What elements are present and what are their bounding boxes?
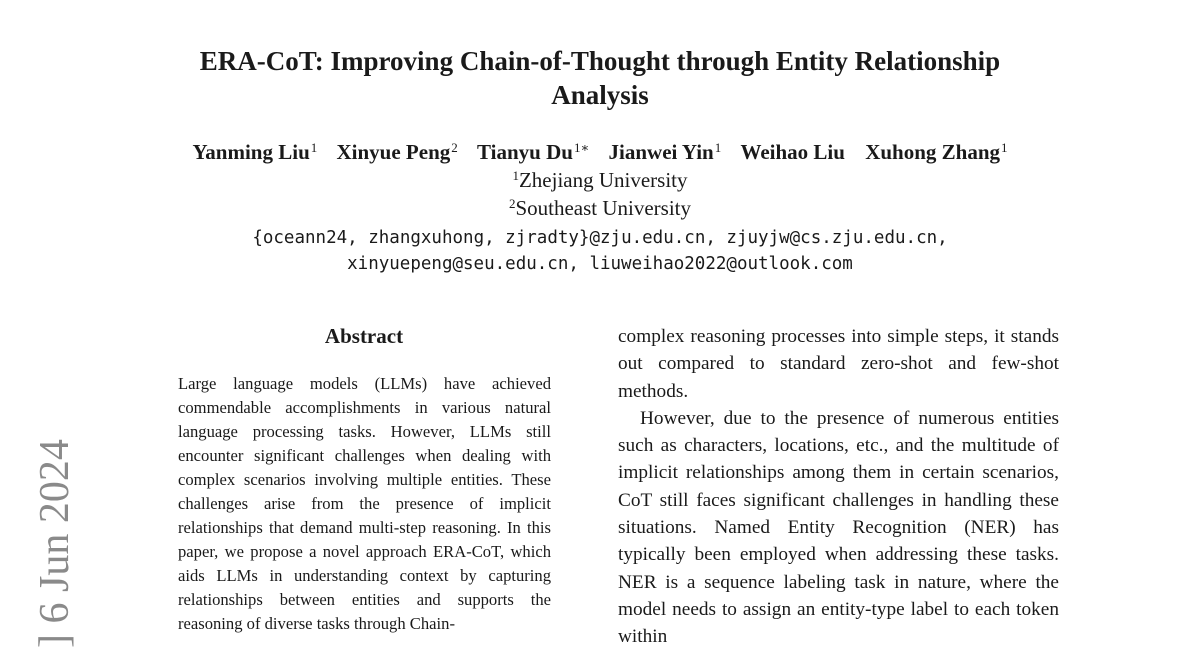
author-name: Weihao Liu [740, 140, 845, 164]
author-name: Tianyu Du [477, 140, 573, 164]
author-name: Xuhong Zhang [865, 140, 1001, 164]
author [741, 140, 846, 164]
author-affiliation-mark: 1 [714, 140, 722, 155]
body-paragraph: However, due to the presence of numerous entities such as characters, locations, etc., and the multitude of implicit relationships among them in certain scenarios, CoT still faces significant challenges in handling these situations. Named Entity Recognition (NER) has typically been employed when addressing these tasks. NER is a sequence labeling task in nature, where the model needs to assign an entity-type label to each token within [618, 407, 1059, 648]
email-line-1: {oceann24, zhangxuhong, zjradty}@zju.edu.cn, zjuyjw@cs.zju.edu.cn, [252, 228, 948, 248]
arxiv-stamp: ] 6 Jun 2024 [32, 439, 78, 648]
affiliation-mark: 2 [508, 196, 516, 211]
abstract-heading: Abstract [324, 324, 404, 348]
author-list [100, 138, 1100, 166]
abstract-text: Large language models (LLMs) have achieved commendable accomplishments in various natural language processing tasks. However, LLMs still encounter significant challenges when dealing with complex scenarios involving multiple entities. These challenges arise from the presence of implicit relationships that demand multi-step reasoning. In this paper, we propose a novel approach ERA-CoT, which aids LLMs in understanding context by capturing relationships between entities and supports the reasoning of diverse tasks through Chain- [178, 374, 551, 633]
title-line-2: Analysis [551, 80, 649, 110]
paper-title [150, 44, 1050, 112]
author-affiliation-mark: 1 [310, 140, 318, 155]
affiliation [100, 166, 1100, 194]
author-affiliation-mark: 1 [1001, 140, 1008, 155]
right-column [618, 323, 1059, 648]
affiliation [100, 194, 1100, 222]
author-name: Jianwei Yin [608, 140, 714, 164]
author-name: Xinyue Peng [336, 140, 451, 164]
affiliation-mark: 1 [512, 168, 519, 183]
affiliation-name: Zhejiang University [518, 168, 688, 192]
title-line-1: ERA-CoT: Improving Chain-of-Thought through Entity Relationship [199, 46, 1001, 76]
author-affiliation-mark: 1∗ [573, 140, 590, 155]
body-paragraph: complex reasoning processes into simple steps, it stands out compared to standard zero-shot and few-shot methods. [618, 326, 1059, 402]
email-line-2: xinyuepeng@seu.edu.cn, liuweihao2022@outlook.com [347, 254, 853, 274]
author-affiliation-mark: 2 [451, 140, 458, 155]
author-name: Yanming Liu [192, 140, 310, 164]
author [192, 140, 317, 164]
author [477, 140, 589, 164]
author [865, 140, 1007, 164]
affiliation-name: Southeast University [515, 196, 692, 220]
author [609, 140, 722, 164]
author [337, 140, 458, 164]
